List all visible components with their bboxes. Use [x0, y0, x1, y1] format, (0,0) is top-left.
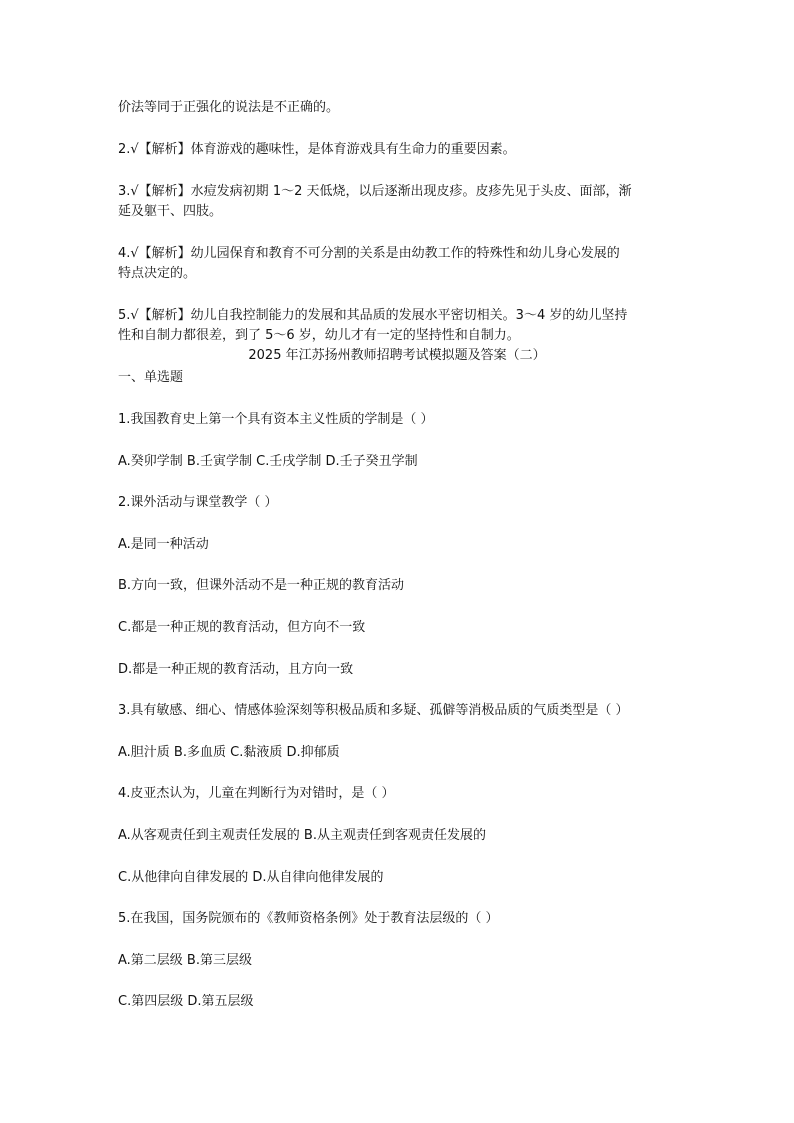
question-4-options-cd: C.从他律向自律发展的 D.从自律向他律发展的 — [118, 870, 384, 885]
question-2-option-c: C.都是一种正规的教育活动，但方向不一致 — [118, 620, 366, 635]
question-2-option-a: A.是同一种活动 — [118, 537, 209, 552]
question-5-options-cd: C.第四层级 D.第五层级 — [118, 994, 254, 1009]
answer-1-continuation: 价法等同于正强化的说法是不正确的。 — [118, 100, 340, 115]
question-2-option-d: D.都是一种正规的教育活动，且方向一致 — [118, 662, 354, 677]
question-4: 4.皮亚杰认为，儿童在判断行为对错时，是（ ） — [118, 786, 395, 801]
question-1-options: A.癸卯学制 B.壬寅学制 C.壬戌学制 D.壬子癸丑学制 — [118, 454, 418, 469]
question-4-options-ab: A.从客观责任到主观责任发展的 B.从主观责任到客观责任发展的 — [118, 828, 486, 843]
answer-3-line-1: 3.√【解析】水痘发病初期 1～2 天低烧，以后逐渐出现皮疹。皮疹先见于头皮、面部，渐 — [118, 184, 632, 199]
section-heading: 一、单选题 — [118, 370, 184, 385]
question-2-option-b: B.方向一致，但课外活动不是一种正规的教育活动 — [118, 578, 405, 593]
question-3: 3.具有敏感、细心、情感体验深刻等积极品质和多疑、孤僻等消极品质的气质类型是（ ） — [118, 703, 629, 718]
exam-title: 2025 年江苏扬州教师招聘考试模拟题及答案（二） — [248, 348, 546, 363]
question-5-options-ab: A.第二层级 B.第三层级 — [118, 953, 252, 968]
question-5: 5.在我国，国务院颁布的《教师资格条例》处于教育法层级的（ ） — [118, 911, 499, 926]
answer-2: 2.√【解析】体育游戏的趣味性，是体育游戏具有生命力的重要因素。 — [118, 142, 516, 157]
answer-3-line-2: 延及躯干、四肢。 — [118, 204, 223, 219]
question-3-options: A.胆汁质 B.多血质 C.黏液质 D.抑郁质 — [118, 745, 340, 760]
answer-5-line-1: 5.√【解析】幼儿自我控制能力的发展和其品质的发展水平密切相关。3～4 岁的幼儿坚持 — [118, 308, 628, 323]
answer-4-line-2: 特点决定的。 — [118, 266, 197, 281]
question-1: 1.我国教育史上第一个具有资本主义性质的学制是（ ） — [118, 412, 434, 427]
answer-5-line-2: 性和自制力都很差，到了 5～6 岁，幼儿才有一定的坚持性和自制力。 — [118, 328, 520, 343]
question-2: 2.课外活动与课堂教学（ ） — [118, 495, 278, 510]
answer-4-line-1: 4.√【解析】幼儿园保育和教育不可分割的关系是由幼教工作的特殊性和幼儿身心发展的 — [118, 246, 620, 261]
